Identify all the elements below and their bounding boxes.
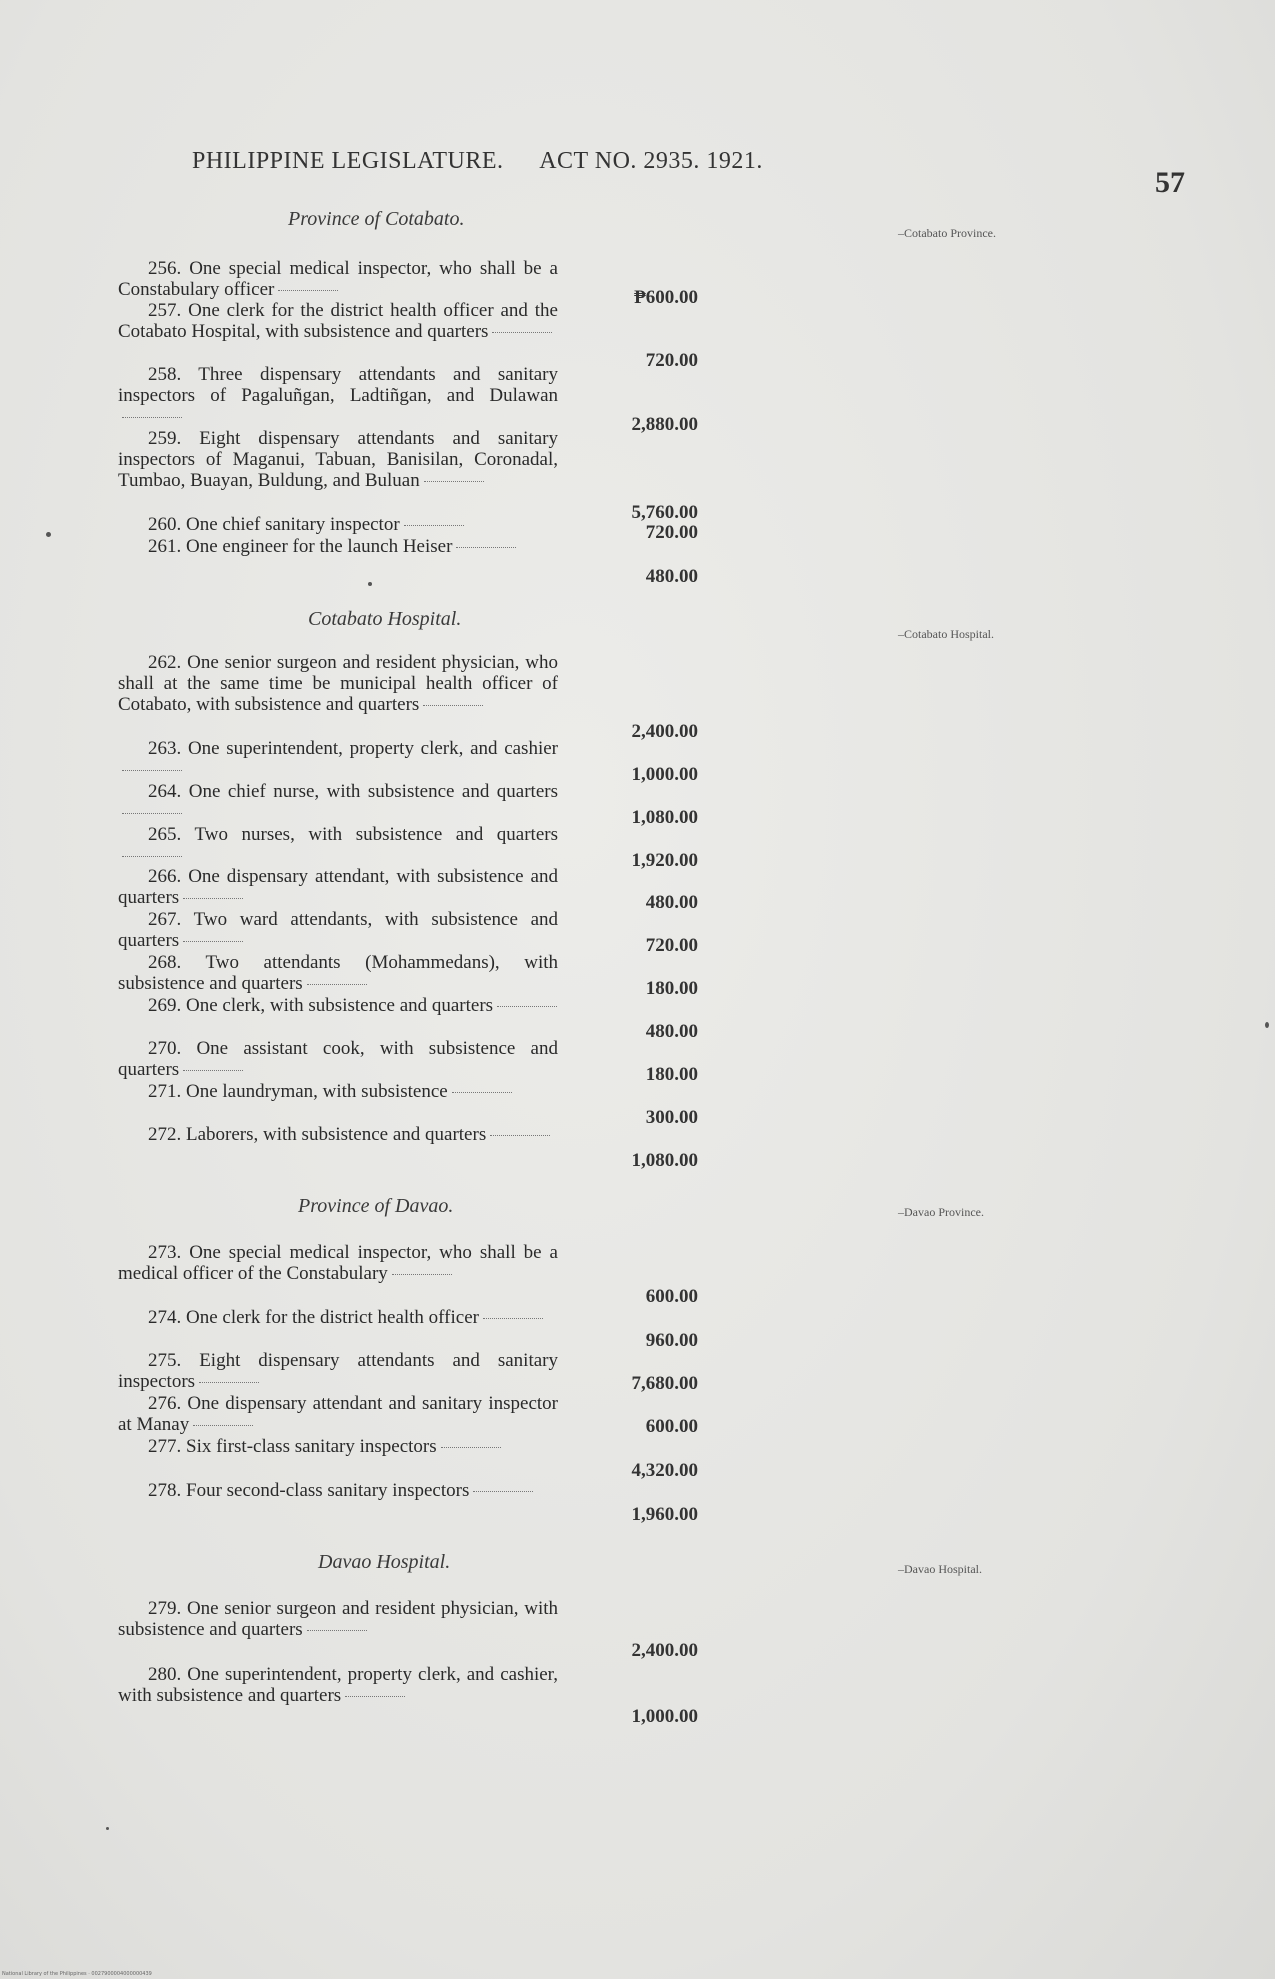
entry-270 — [118, 1038, 558, 1080]
dot-leader — [473, 1491, 533, 1492]
margin-note-cotabato-hospital: –Cotabato Hospital. — [898, 627, 994, 641]
dot-leader — [193, 1425, 253, 1426]
dot-leader — [183, 898, 243, 899]
entry-259 — [118, 428, 558, 491]
entry-273 — [118, 1242, 558, 1284]
entry-263 — [118, 738, 558, 780]
running-header — [192, 148, 842, 175]
amount-266: 480.00 — [645, 892, 698, 913]
dot-leader — [122, 813, 182, 814]
entry-261 — [118, 536, 558, 557]
scan-speck — [1265, 1022, 1269, 1028]
entry-272 — [118, 1124, 558, 1145]
entry-260 — [118, 514, 558, 535]
entry-text: 261. One engineer for the launch Heiser — [118, 536, 558, 557]
dot-leader — [423, 705, 483, 706]
entry-271 — [118, 1081, 558, 1102]
amount-280: 1,000.00 — [631, 1706, 698, 1727]
amount-278: 1,960.00 — [631, 1504, 698, 1525]
section-title-cotabato-province: Province of Cotabato. — [288, 208, 465, 230]
margin-note-cotabato-province: –Cotabato Province. — [898, 226, 996, 240]
entry-276 — [118, 1393, 558, 1435]
entry-275 — [118, 1350, 558, 1392]
dot-leader — [122, 856, 182, 857]
amount-258: 2,880.00 — [631, 414, 698, 435]
amount-263: 1,000.00 — [631, 764, 698, 785]
dot-leader — [122, 770, 182, 771]
entry-text: 278. Four second-class sanitary inspectors — [118, 1480, 558, 1501]
entry-text: 273. One special medical inspector, who shall be a medical officer of the Constabulary — [118, 1242, 558, 1284]
amount-257: 720.00 — [645, 350, 698, 371]
entry-269 — [118, 995, 558, 1016]
entry-258 — [118, 364, 558, 427]
amount-269: 480.00 — [645, 1021, 698, 1042]
dot-leader — [183, 941, 243, 942]
section-title-cotabato-hospital: Cotabato Hospital. — [308, 608, 462, 630]
amount-275: 7,680.00 — [631, 1373, 698, 1394]
dot-leader — [456, 547, 516, 548]
entry-text: 272. Laborers, with subsistence and quarters — [118, 1124, 558, 1145]
amount-271: 300.00 — [645, 1107, 698, 1128]
margin-note-davao-province: –Davao Province. — [898, 1205, 984, 1219]
entry-text: 276. One dispensary attendant and sanitary inspector at Manay — [118, 1393, 558, 1435]
entry-265 — [118, 824, 558, 866]
entry-text: 280. One superintendent, property clerk, and cashier, with subsistence and quarters — [118, 1664, 558, 1706]
entry-text: 264. One chief nurse, with subsistence and quarters — [118, 781, 558, 823]
entry-268 — [118, 952, 558, 994]
dot-leader — [307, 1630, 367, 1631]
entry-280 — [118, 1664, 558, 1706]
entry-text: 268. Two attendants (Mohammedans), with subsistence and quarters — [118, 952, 558, 994]
amount-268: 180.00 — [645, 978, 698, 999]
dot-leader — [441, 1447, 501, 1448]
entry-text: 270. One assistant cook, with subsistence and quarters — [118, 1038, 558, 1080]
dot-leader — [492, 332, 552, 333]
scan-speck — [368, 582, 372, 586]
entry-266 — [118, 866, 558, 908]
amount-264: 1,080.00 — [631, 807, 698, 828]
entry-267 — [118, 909, 558, 951]
page-number: 57 — [1155, 166, 1185, 199]
amount-267: 720.00 — [645, 935, 698, 956]
entry-256 — [118, 258, 558, 300]
amount-272: 1,080.00 — [631, 1150, 698, 1171]
amount-276: 600.00 — [645, 1416, 698, 1437]
amount-256: ₱600.00 — [634, 287, 698, 308]
entry-text: 267. Two ward attendants, with subsistence and quarters — [118, 909, 558, 951]
section-title-davao-hospital: Davao Hospital. — [318, 1551, 451, 1573]
entry-text: 274. One clerk for the district health officer — [118, 1307, 558, 1328]
entry-text: 265. Two nurses, with subsistence and quarters — [118, 824, 558, 866]
dot-leader — [424, 481, 484, 482]
header-legislature: PHILIPPINE LEGISLATURE. — [192, 148, 504, 174]
scan-speck — [46, 532, 51, 537]
scan-speck — [106, 1827, 109, 1830]
entry-text: 279. One senior surgeon and resident physician, with subsistence and quarters — [118, 1598, 558, 1640]
scan-footer: National Library of the Philippines · 0027900004000000439 — [2, 1971, 152, 1977]
amount-273: 600.00 — [645, 1286, 698, 1307]
dot-leader — [307, 984, 367, 985]
entry-277 — [118, 1436, 558, 1457]
entry-262 — [118, 652, 558, 715]
entry-text: 258. Three dispensary attendants and sanitary inspectors of Pagaluñgan, Ladtiñgan, and Dulawan — [118, 364, 558, 427]
amount-279: 2,400.00 — [631, 1640, 698, 1661]
dot-leader — [490, 1135, 550, 1136]
entry-279 — [118, 1598, 558, 1640]
entry-278 — [118, 1480, 558, 1501]
amount-277: 4,320.00 — [631, 1460, 698, 1481]
entry-text: 259. Eight dispensary attendants and sanitary inspectors of Maganui, Tabuan, Banisilan, Coronadal, Tumbao, Buayan, Buldung, and Buluan — [118, 428, 558, 491]
header-act: ACT NO. 2935. 1921. — [539, 148, 763, 174]
entry-text: 271. One laundryman, with subsistence — [118, 1081, 558, 1102]
section-title-davao-province: Province of Davao. — [298, 1195, 454, 1217]
dot-leader — [183, 1070, 243, 1071]
dot-leader — [404, 525, 464, 526]
amount-259: 5,760.00 — [631, 502, 698, 523]
amount-261: 480.00 — [645, 566, 698, 587]
dot-leader — [452, 1092, 512, 1093]
amount-274: 960.00 — [645, 1330, 698, 1351]
entry-text: 260. One chief sanitary inspector — [118, 514, 558, 535]
dot-leader — [497, 1006, 557, 1007]
dot-leader — [199, 1382, 259, 1383]
entry-text: 257. One clerk for the district health officer and the Cotabato Hospital, with subsistence and quarters — [118, 300, 558, 342]
dot-leader — [278, 290, 338, 291]
entry-text: 266. One dispensary attendant, with subsistence and quarters — [118, 866, 558, 908]
amount-262: 2,400.00 — [631, 721, 698, 742]
dot-leader — [483, 1318, 543, 1319]
entry-text: 275. Eight dispensary attendants and sanitary inspectors — [118, 1350, 558, 1392]
amount-270: 180.00 — [645, 1064, 698, 1085]
entry-274 — [118, 1307, 558, 1328]
entry-257 — [118, 300, 558, 342]
entry-text: 269. One clerk, with subsistence and quarters — [118, 995, 558, 1016]
dot-leader — [392, 1274, 452, 1275]
entry-text: 263. One superintendent, property clerk, and cashier — [118, 738, 558, 780]
amount-260: 720.00 — [645, 522, 698, 543]
entry-text: 277. Six first-class sanitary inspectors — [118, 1436, 558, 1457]
amount-265: 1,920.00 — [631, 850, 698, 871]
entry-264 — [118, 781, 558, 823]
dot-leader — [122, 417, 182, 418]
dot-leader — [345, 1696, 405, 1697]
margin-note-davao-hospital: –Davao Hospital. — [898, 1562, 982, 1576]
entry-text: 256. One special medical inspector, who shall be a Constabulary officer — [118, 258, 558, 300]
entry-text: 262. One senior surgeon and resident physician, who shall at the same time be municipal health officer of Cotabato, with subsistence and quarters — [118, 652, 558, 715]
